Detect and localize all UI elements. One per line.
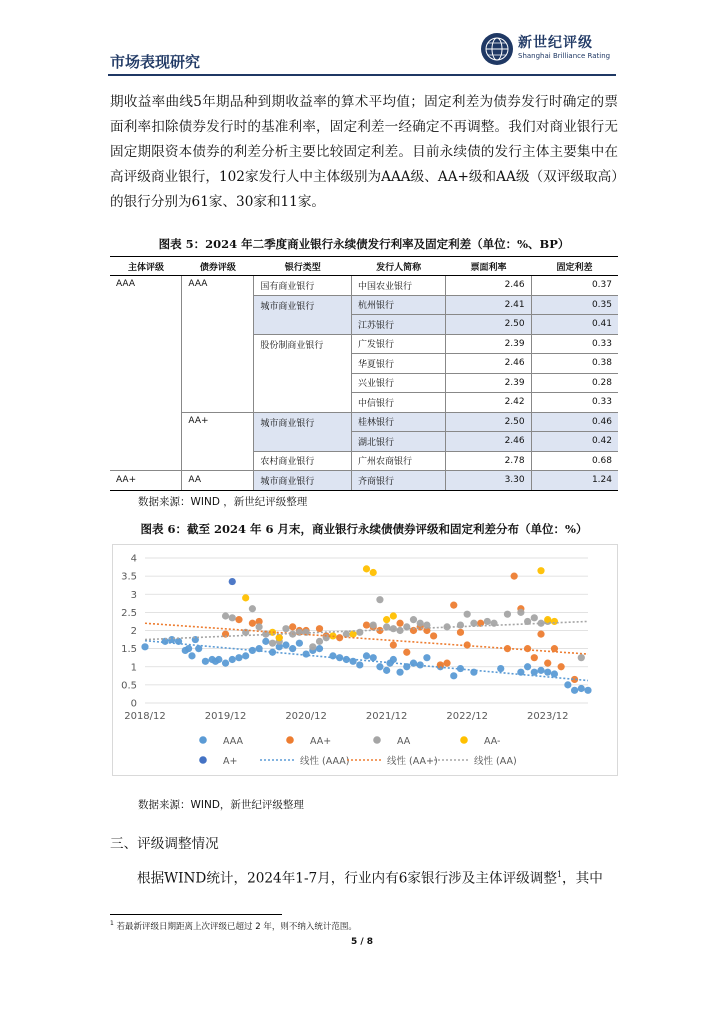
point-AA <box>309 643 316 650</box>
spread-scatter-chart <box>112 544 618 776</box>
point-AAA <box>316 645 323 652</box>
table-row <box>110 412 618 432</box>
cell-coupon: 2.42 <box>446 393 531 413</box>
legend-marker <box>460 736 468 744</box>
point-AAplus <box>403 649 410 656</box>
cell-spread: 0.28 <box>531 373 618 393</box>
point-AAA <box>470 669 477 676</box>
x-tick-label: 2020/12 <box>285 711 327 722</box>
point-AAA <box>564 681 571 688</box>
cell-spread: 0.68 <box>531 451 618 471</box>
cell-issuer: 广发银行 <box>351 334 445 354</box>
point-AAA <box>497 665 504 672</box>
y-tick-label: 2 <box>130 626 137 637</box>
point-AAplus <box>363 621 370 628</box>
cell-coupon: 2.46 <box>446 276 531 296</box>
company-logo <box>480 30 620 70</box>
legend-label: AA+ <box>310 736 332 747</box>
cell-issuer: 中国农业银行 <box>351 276 445 296</box>
cell-coupon: 2.41 <box>446 295 531 315</box>
point-AAA <box>222 660 229 667</box>
y-tick-label: 3.5 <box>121 571 137 583</box>
cell-coupon: 2.39 <box>446 373 531 393</box>
point-AAminus <box>383 616 390 623</box>
point-AA <box>356 629 363 636</box>
point-AA <box>269 640 276 647</box>
section-title: 市场表现研究 <box>110 53 201 71</box>
point-AAA <box>356 661 363 668</box>
cell-issuer: 杭州银行 <box>351 295 445 315</box>
section-heading: 三、评级调整情况 <box>110 836 219 852</box>
point-AAA <box>383 667 390 674</box>
cell-issuer: 江苏银行 <box>351 315 445 335</box>
point-AAplus <box>457 629 464 636</box>
cell-bank-type: 农村商业银行 <box>254 451 352 471</box>
footnote-ref: 1 <box>556 870 563 879</box>
point-AAA <box>242 652 249 659</box>
cell-bank-type: 城市商业银行 <box>254 471 352 491</box>
legend-marker <box>373 736 381 744</box>
y-tick-label: 1.5 <box>121 644 137 656</box>
section-paragraph <box>110 862 618 892</box>
point-AA <box>578 654 585 661</box>
cell-issuer-rating: AA+ <box>110 471 182 491</box>
point-AA <box>256 623 263 630</box>
point-AAA <box>450 672 457 679</box>
point-AAminus <box>242 594 249 601</box>
cell-bank-type: 股份制商业银行 <box>254 334 352 412</box>
legend-marker <box>199 756 207 764</box>
footnote <box>110 920 357 932</box>
point-AAplus <box>524 645 531 652</box>
cell-coupon: 3.30 <box>446 471 531 491</box>
point-AA <box>504 611 511 618</box>
cell-coupon: 2.50 <box>446 315 531 335</box>
point-AAA <box>524 663 531 670</box>
x-tick-label: 2022/12 <box>446 711 488 722</box>
section-text-tail: ，其中 <box>562 870 603 887</box>
point-AAplus <box>531 654 538 661</box>
legend-label: AA- <box>484 736 501 747</box>
intro-paragraph <box>110 90 618 215</box>
point-AAplus <box>511 573 518 580</box>
point-AA <box>464 611 471 618</box>
cell-coupon: 2.39 <box>446 334 531 354</box>
point-AA <box>222 612 229 619</box>
logo-text-en: Shanghai Brilliance Rating <box>518 52 611 60</box>
point-AAplus <box>316 625 323 632</box>
cell-spread: 0.33 <box>531 393 618 413</box>
point-AAA <box>578 685 585 692</box>
page-number: 5 / 8 <box>350 937 374 947</box>
y-tick-label: 3 <box>130 589 137 601</box>
table5-caption: 图表 5：2024 年二季度商业银行永续债发行利率及固定利差（单位：%、BP） <box>158 237 570 251</box>
y-tick-label: 0 <box>130 698 137 710</box>
point-AA <box>249 605 256 612</box>
cell-bank-type: 城市商业银行 <box>254 295 352 334</box>
footnote-mark: 1 <box>110 920 114 928</box>
point-AA <box>531 614 538 621</box>
point-AAA <box>302 650 309 657</box>
cell-coupon: 2.50 <box>446 412 531 432</box>
intro-text: 期收益率曲线5年期品种到期收益率的算术平均值；固定利差为债券发行时确定的票面利率扣除债券发行时的基准利率，固定利差一经确定不再调整。我们对商业银行无固定期限资本债券的利差分析主要比较固定利差。目前永续债的发行主体主要集中在高评级商业银行，102家发行人中主体级别为AAA级、AA+级和AA级（双评级取高）的银行分别为61家、30家和11家。 <box>110 94 618 210</box>
table-row <box>110 276 618 296</box>
point-AAminus <box>390 612 397 619</box>
point-AA <box>282 625 289 632</box>
cell-bond-rating: AA <box>182 471 254 491</box>
cell-coupon: 2.46 <box>446 432 531 452</box>
y-tick-label: 2.5 <box>121 607 137 619</box>
cell-coupon: 2.78 <box>446 451 531 471</box>
point-AAplus <box>544 660 551 667</box>
legend-label: AAA <box>223 736 244 747</box>
point-AAplus <box>558 663 565 670</box>
point-AAA <box>363 652 370 659</box>
point-AAminus <box>370 569 377 576</box>
point-AA <box>457 621 464 628</box>
point-AAA <box>396 669 403 676</box>
cell-issuer: 齐商银行 <box>351 471 445 491</box>
logo-text-cn: 新世纪评级 <box>518 35 593 51</box>
point-AAA <box>329 652 336 659</box>
point-AAplus <box>249 620 256 627</box>
cell-spread: 0.42 <box>531 432 618 452</box>
point-AA <box>417 620 424 627</box>
point-AA <box>410 616 417 623</box>
point-AAA <box>185 645 192 652</box>
point-AAplus <box>450 602 457 609</box>
point-AA <box>396 627 403 634</box>
point-AAminus <box>551 618 558 625</box>
cell-bank-type: 国有商业银行 <box>254 276 352 296</box>
cell-spread: 0.35 <box>531 295 618 315</box>
x-tick-label: 2018/12 <box>124 711 166 722</box>
point-AAA <box>215 656 222 663</box>
point-AAA <box>188 652 195 659</box>
y-tick-label: 1 <box>130 662 137 674</box>
point-AAA <box>141 643 148 650</box>
point-Aplus <box>229 578 236 585</box>
chart-svg <box>113 545 617 775</box>
rate-spread-table <box>110 256 618 491</box>
point-AAminus <box>276 634 283 641</box>
table-row <box>110 471 618 491</box>
cell-issuer: 华夏银行 <box>351 354 445 374</box>
cell-coupon: 2.46 <box>446 354 531 374</box>
cell-bank-type: 城市商业银行 <box>254 412 352 451</box>
cell-issuer-rating: AAA <box>110 276 182 471</box>
point-AA <box>517 609 524 616</box>
point-AAA <box>282 641 289 648</box>
cell-issuer: 兴业银行 <box>351 373 445 393</box>
point-AAplus <box>537 631 544 638</box>
cell-bond-rating: AAA <box>182 276 254 413</box>
point-AAplus <box>443 660 450 667</box>
point-AAA <box>262 638 269 645</box>
point-AAA <box>202 658 209 665</box>
x-tick-label: 2023/12 <box>526 711 569 722</box>
y-tick-label: 4 <box>130 553 137 565</box>
footnote-divider <box>110 914 282 915</box>
point-AAA <box>584 687 591 694</box>
cell-spread: 0.46 <box>531 412 618 432</box>
cell-issuer: 湖北银行 <box>351 432 445 452</box>
point-AAA <box>537 667 544 674</box>
globe-logo-icon <box>480 32 514 66</box>
legend-label: AA <box>397 736 411 747</box>
y-tick-label: 0.5 <box>121 680 137 692</box>
chart6-caption: 图表 6：截至 2024 年 6 月末，商业银行永续债债券评级和固定利差分布（单位：%） <box>140 522 588 536</box>
point-AAA <box>289 645 296 652</box>
point-AA <box>316 638 323 645</box>
legend-marker <box>199 736 207 744</box>
cell-spread: 0.33 <box>531 334 618 354</box>
point-AAA <box>544 669 551 676</box>
footnote-text: 若最新评级日期距离上次评级已超过 2 年，则不纳入统计范围。 <box>116 922 357 932</box>
table5-source: 数据来源：WIND ，新世纪评级整理 <box>138 496 308 508</box>
point-AAA <box>571 687 578 694</box>
point-AAplus <box>430 632 437 639</box>
legend-marker <box>286 736 294 744</box>
point-AAplus <box>235 616 242 623</box>
point-AAminus <box>537 567 544 574</box>
section-text: 根据WIND统计，2024年1-7月，行业内有6家银行涉及主体评级调整 <box>137 870 557 887</box>
point-AA <box>229 614 236 621</box>
point-AAA <box>376 663 383 670</box>
point-AAA <box>296 640 303 647</box>
chart6-source: 数据来源：WIND，新世纪评级整理 <box>138 799 304 811</box>
legend-label: 线性 (AAA) <box>300 756 350 767</box>
point-AAA <box>229 656 236 663</box>
x-tick-label: 2019/12 <box>204 711 247 722</box>
point-AAA <box>390 656 397 663</box>
point-AAA <box>370 654 377 661</box>
cell-issuer: 中信银行 <box>351 393 445 413</box>
cell-spread: 0.41 <box>531 315 618 335</box>
col-header: 银行类型 <box>254 257 352 276</box>
point-AAplus <box>396 620 403 627</box>
cell-spread: 0.37 <box>531 276 618 296</box>
cell-issuer: 广州农商银行 <box>351 451 445 471</box>
point-AAminus <box>363 565 370 572</box>
cell-spread: 0.38 <box>531 354 618 374</box>
point-AA <box>484 618 491 625</box>
point-AA <box>376 596 383 603</box>
col-header: 发行人简称 <box>351 257 445 276</box>
col-header: 债券评级 <box>182 257 254 276</box>
point-AAplus <box>390 641 397 648</box>
legend-label: 线性 (AA+) <box>387 756 438 767</box>
point-AAminus <box>544 616 551 623</box>
table-header-row <box>110 257 618 276</box>
col-header: 固定利差 <box>531 257 618 276</box>
legend-label: A+ <box>223 756 238 767</box>
header-divider <box>108 74 616 76</box>
cell-issuer: 桂林银行 <box>351 412 445 432</box>
cell-spread: 1.24 <box>531 471 618 491</box>
legend-label: 线性 (AA) <box>474 756 517 767</box>
point-AAA <box>423 654 430 661</box>
point-AA <box>370 621 377 628</box>
x-tick-label: 2021/12 <box>365 711 408 722</box>
col-header: 主体评级 <box>110 257 182 276</box>
point-AAA <box>235 654 242 661</box>
col-header: 票面利率 <box>446 257 531 276</box>
point-AAplus <box>289 623 296 630</box>
cell-bond-rating: AA+ <box>182 412 254 471</box>
